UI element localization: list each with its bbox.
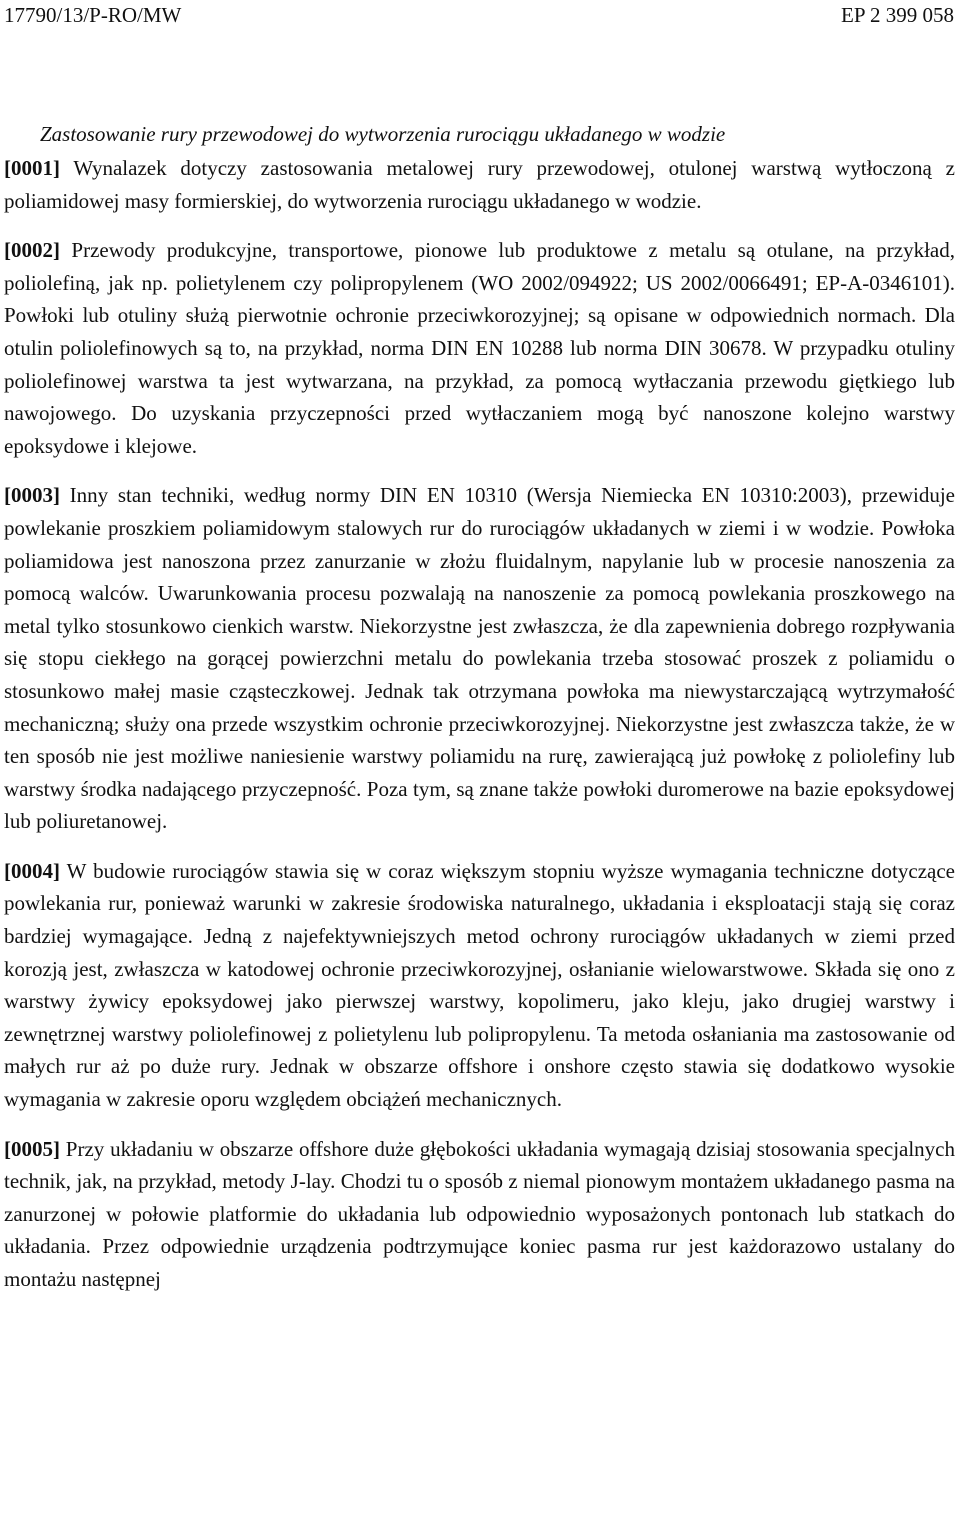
paragraph-number: [0001] [4,156,60,180]
document-title: Zastosowanie rury przewodowej do wytworzenia rurociągu układanego w wodzie [40,122,726,146]
paragraph-text: Inny stan techniki, według normy DIN EN 10310 (Wersja Niemiecka EN 10310:2003), przewiduje powlekanie proszkiem poliamidowym stalowych rur do rurociągów układanych w ziemi i w wodzie. Powłoka poliamidowa jest nanoszona przez zanurzanie w złożu fluidalnym, napylanie lub w procesie nanoszenia za pomocą walców. Uwarunkowania procesu pozwalają na nanoszenie za pomocą powlekania proszkowego na metal tylko stosunkowo cienkich warstw. Niekorzystne jest zwłaszcza, że dla zapewnienia dobrego rozpływania się stopu ciekłego na gorącej powierzchni metalu do powlekania trzeba stosować proszek z poliamidu o stosunkowo małej masie cząsteczkowej. Jednak tak otrzymana powłoka ma niewystarczającą wytrzymałość mechaniczną; służy ona przede wszystkim ochronie przeciwkorozyjnej. Niekorzystne jest zwłaszcza także, że w ten sposób nie jest możliwe naniesienie warstwy poliamidu na rurę, zawierającą już powłokę z poliolefiny lub warstwy środka nadającego przyczepność. Poza tym, są znane także powłoki duromerowe na bazie epoksydowej lub poliuretanowej. [4,483,955,834]
paragraph-number: [0005] [4,1136,60,1161]
paragraph-0003 [4,479,955,838]
patent-number: EP 2 399 058 [841,3,954,27]
paragraph-0005 [4,1133,955,1296]
paragraph-number: [0003] [4,483,60,508]
paragraph-0004 [4,855,955,1116]
page-header [4,2,954,28]
paragraph-number: [0004] [4,858,60,883]
paragraph-0001 [4,152,955,217]
paragraph-text: Przewody produkcyjne, transportowe, pionowe lub produktowe z metalu są otulane, na przykład, poliolefiną, jak np. polietylenem czy polipropylenem (WO 2002/094922; US 2002/0066491; EP-A-0346101). Powłoki lub otuliny służą pierwotnie ochronie przeciwkorozyjnej; są opisane w odpowiednich normach. Dla otulin poliolefinowych są to, na przykład, norma DIN EN 10288 lub norma DIN 30678. W przypadku otuliny poliolefinowej warstwa ta jest wytwarzana, na przykład, za pomocą wytłaczania przewodu giętkiego lub nawojowego. Do uzyskania przyczepności przed wytłaczaniem mogą być nanoszone kolejno warstwy epoksydowe i klejowe. [4,238,955,458]
document-reference: 17790/13/P-RO/MW [4,3,182,27]
paragraph-0002 [4,234,955,462]
paragraph-text: Wynalazek dotyczy zastosowania metalowej rury przewodowej, otulonej warstwą wytłoczoną z poliamidowej masy formierskiej, do wytworzenia rurociągu układanego w wodzie. [4,156,955,213]
paragraph-number: [0002] [4,238,60,263]
document-body [4,118,955,1313]
paragraph-text: W budowie rurociągów stawia się w coraz większym stopniu wyższe wymagania techniczne dotyczące powlekania rur, ponieważ warunki w zakresie środowiska naturalnego, układania i eksploatacji stają się coraz bardziej wymagające. Jedną z najefektywniejszych metod ochrony rurociągów układanych w ziemi przed korozją jest, zwłaszcza w katodowej ochronie przeciwkorozyjnej, osłanianie wielowarstwowe. Składa się ono z warstwy żywicy epoksydowej jako pierwszej warstwy, kopolimeru, jako kleju, jako drugiej warstwy i zewnętrznej warstwy poliolefinowej z polietylenu lub polipropylenu. Ta metoda osłaniania ma zastosowanie od małych rur aż po duże rury. Jednak w obszarze offshore i onshore często stawia się dodatkowo wysokie wymagania w zakresie oporu względem obciążeń mechanicznych. [4,858,955,1112]
paragraph-text: Przy układaniu w obszarze offshore duże głębokości układania wymagają dzisiaj stosowania specjalnych technik, jak, na przykład, metody J-lay. Chodzi tu o sposób z niemal pionowym montażem układanego pasma na zanurzonej w połowie platformie do układania lub odpowiednio wyposażonych pontonach lub statkach do układania. Przez odpowiednie urządzenia podtrzymujące koniec pasma rur jest każdorazowo ustalany do montażu następnej [4,1136,955,1291]
